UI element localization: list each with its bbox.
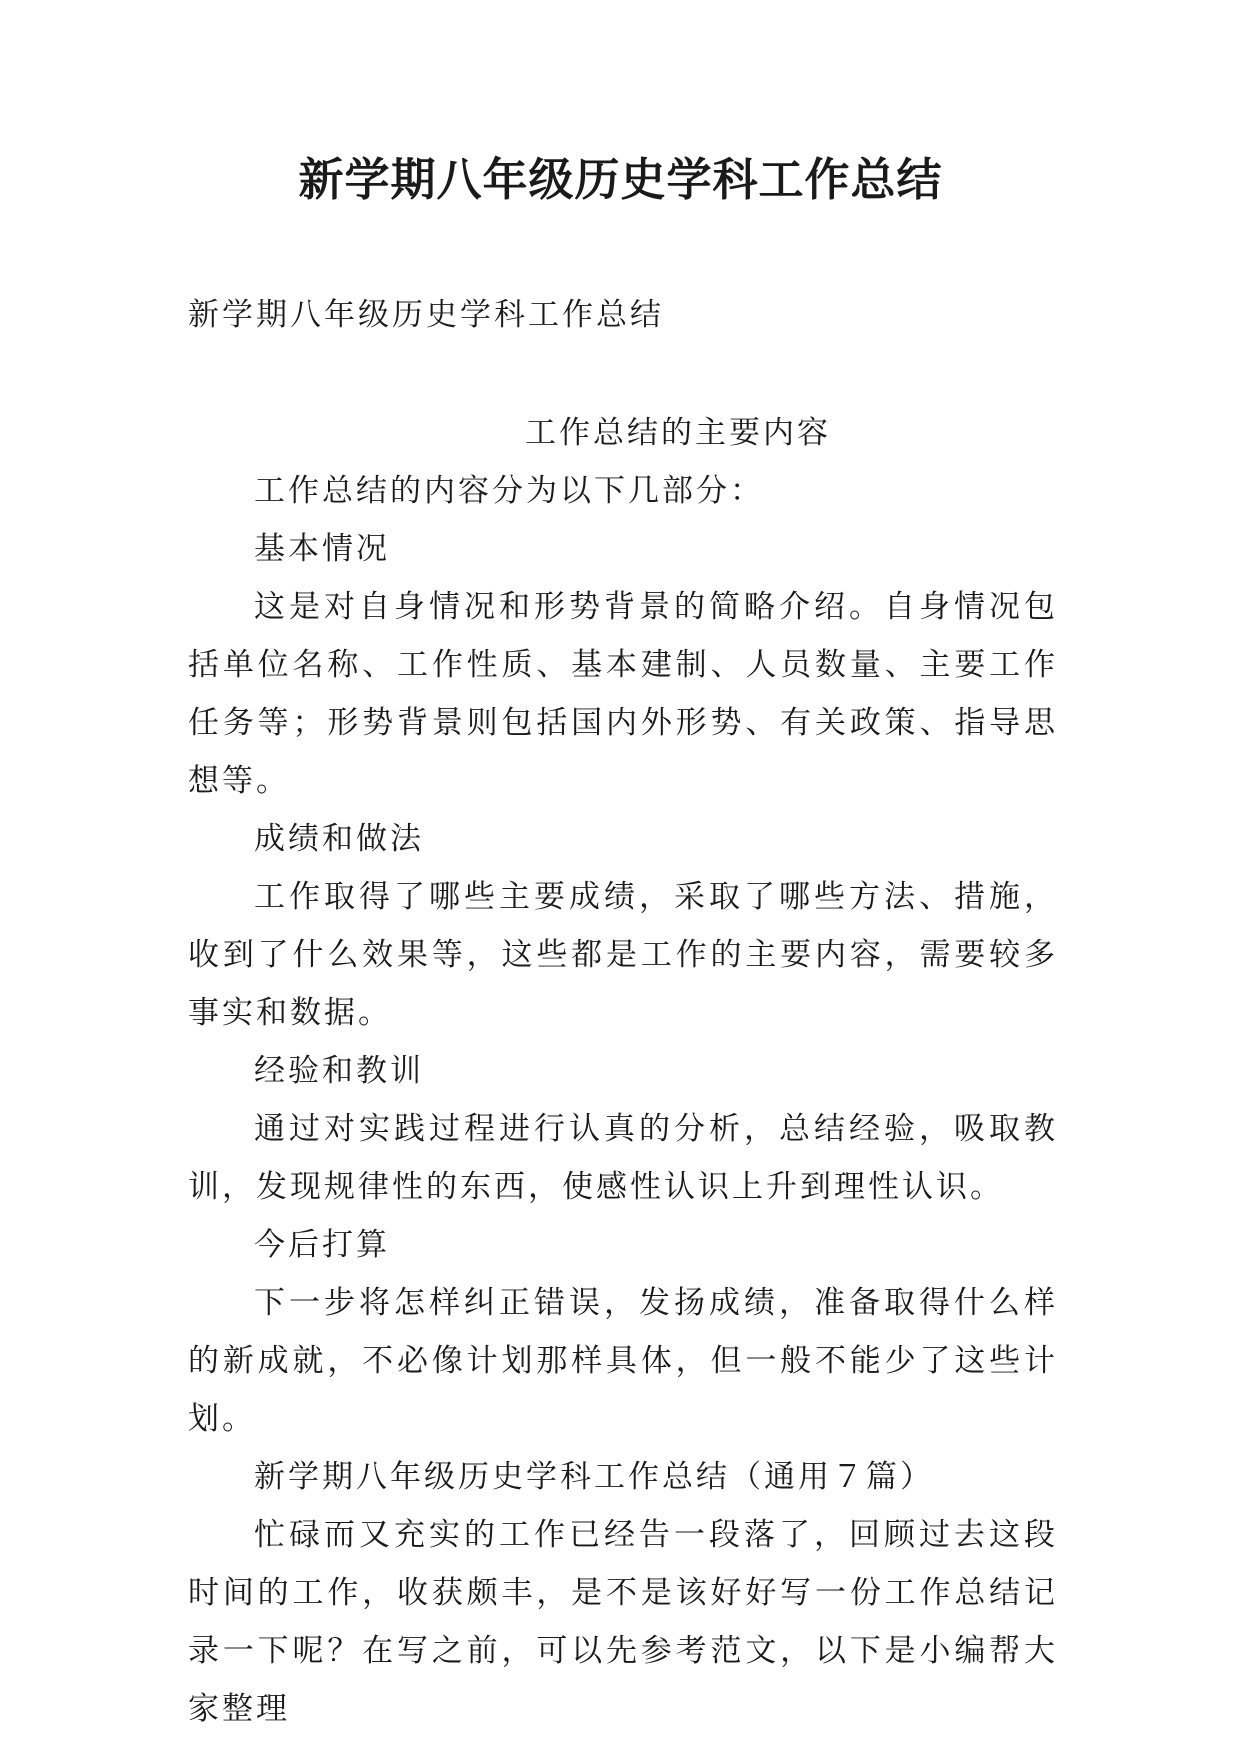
heading-basic-situation: 基本情况 — [254, 531, 390, 567]
paragraph-closing: 忙碌而又充实的工作已经告一段落了，回顾过去这段时间的工作，收获颇丰，是不是该好好写一份工作总结记录一下呢？在写之前，可以先参考范文，以下是小编帮大家整理 — [188, 1517, 1058, 1727]
paragraph-intro: 工作总结的内容分为以下几部分： — [254, 473, 764, 509]
paragraph-future-plans: 下一步将怎样纠正错误，发扬成绩，准备取得什么样的新成就，不必像计划那样具体，但一般不能少了这些计划。 — [188, 1285, 1058, 1437]
heading-general-summary: 新学期八年级历史学科工作总结（通用７篇） — [254, 1459, 934, 1495]
document-title: 新学期八年级历史学科工作总结 — [298, 153, 943, 206]
paragraph-achievements: 工作取得了哪些主要成绩，采取了哪些方法、措施，收到了什么效果等，这些都是工作的主要内容，需要较多事实和数据。 — [188, 879, 1058, 1031]
heading-achievements: 成绩和做法 — [254, 821, 424, 857]
document-body — [188, 462, 1058, 1738]
heading-lessons: 经验和教训 — [254, 1053, 424, 1089]
paragraph-lessons: 通过对实践过程进行认真的分析，总结经验，吸取教训，发现规律性的东西，使感性认识上升到理性认识。 — [188, 1111, 1058, 1205]
document-subtitle: 新学期八年级历史学科工作总结 — [188, 297, 664, 333]
heading-future-plans: 今后打算 — [254, 1227, 390, 1263]
paragraph-basic-situation: 这是对自身情况和形势背景的简略介绍。自身情况包括单位名称、工作性质、基本建制、人员数量、主要工作任务等；形势背景则包括国内外形势、有关政策、指导思想等。 — [188, 589, 1058, 799]
section-title: 工作总结的主要内容 — [525, 415, 831, 451]
